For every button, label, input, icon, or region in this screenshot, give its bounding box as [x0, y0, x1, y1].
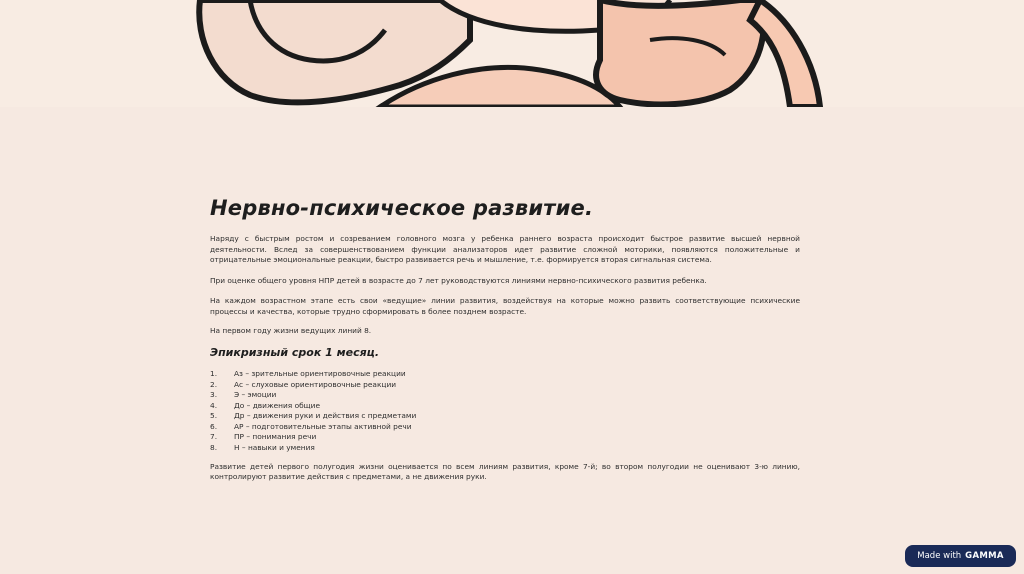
page-title: Нервно-психическое развитие. [210, 196, 594, 220]
list-item-text: До – движения общие [234, 400, 320, 410]
list-item-text: Н – навыки и умения [234, 443, 315, 453]
list-item [210, 443, 800, 454]
section-heading: Эпикризный срок 1 месяц. [210, 345, 380, 359]
list-item-number: 4. [210, 400, 218, 410]
list-item-number: 7. [210, 432, 218, 442]
intro-paragraph: Наряду с быстрым ростом и созреванием головного мозга у ребенка раннего возраста происходит быстрое развитие высшей нервной деятельности. Вслед за совершенствованием функции анализаторов идет развитие сложной моторики, появляются положительные и отрицательные эмоциональные реакции, быстро развивается речь и мышление, т.е. формируется вторая сигнальная система. [210, 234, 800, 265]
closing-paragraph: Развитие детей первого полугодия жизни оценивается по всем линиям развития, кроме 7-й; во втором полугодии не оценивают 3-ю линию, контролируют развитие действия с предметами, а не движения руки. [210, 461, 800, 482]
paragraph-npr-assessment: При оценке общего уровня НПР детей в возрасте до 7 лет руководствуются линиями нервно-психического развития ребенка. [210, 276, 707, 286]
badge-prefix: Made with [917, 551, 962, 561]
list-item-text: Э – эмоции [234, 390, 277, 400]
paragraph-leading-lines: На каждом возрастном этапе есть свои «ведущие» линии развития, воздействуя на которые можно развить соответствующие психические процессы и качества, которые трудно сформировать в более позднем возрасте. [210, 295, 800, 316]
list-item [210, 411, 800, 422]
list-item-text: ПР – понимания речи [234, 432, 317, 442]
list-item-number: 1. [210, 368, 218, 378]
list-item-text: АР – подготовительные этапы активной речи [234, 421, 412, 431]
brain-illustration-icon [0, 0, 1024, 107]
list-item [210, 432, 800, 443]
development-lines-list [210, 369, 800, 454]
hero-illustration [0, 0, 1024, 107]
list-item [210, 390, 800, 401]
article [210, 196, 800, 492]
list-item [210, 401, 800, 412]
list-item-number: 5. [210, 411, 218, 421]
gamma-logo: GAMMA [965, 551, 1004, 561]
list-item [210, 369, 800, 380]
list-item [210, 380, 800, 391]
list-item-text: Аз – зрительные ориентировочные реакции [234, 368, 406, 378]
list-item-number: 6. [210, 421, 218, 431]
list-item-number: 2. [210, 379, 218, 389]
made-with-gamma-button[interactable] [905, 545, 1016, 567]
list-item-text: Др – движения руки и действия с предметами [234, 411, 417, 421]
list-item-number: 3. [210, 390, 218, 400]
list-item-number: 8. [210, 443, 218, 453]
list-item-text: Ас – слуховые ориентировочные реакции [234, 379, 397, 389]
paragraph-first-year: На первом году жизни ведущих линий 8. [210, 326, 372, 336]
list-item [210, 422, 800, 433]
